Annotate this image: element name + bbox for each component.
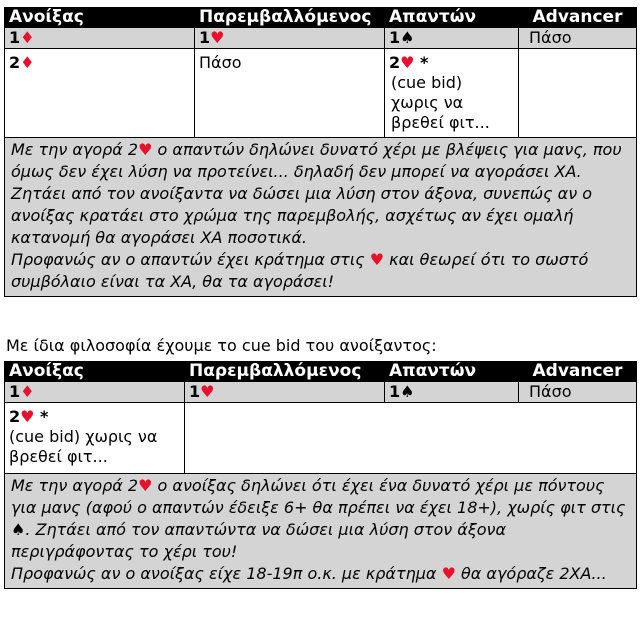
heart-icon: ♥ bbox=[400, 53, 415, 72]
bid-cell: 1♦ bbox=[5, 382, 185, 403]
bid-cell: 1♦ bbox=[5, 28, 195, 49]
bid-cell: Πάσο bbox=[519, 28, 637, 49]
heart-icon: ♥ bbox=[200, 382, 215, 401]
intro-text: Με ίδια φιλοσοφία έχουμε το cue bid του ανοίξαντος: bbox=[6, 336, 437, 355]
bidding-table-1 bbox=[4, 7, 637, 297]
header-opener: Ανοίξας bbox=[5, 8, 195, 28]
diamond-icon: ♦ bbox=[20, 28, 35, 47]
heart-icon: ♥ bbox=[138, 476, 153, 495]
spade-icon: ♠ bbox=[400, 382, 415, 401]
diamond-icon: ♦ bbox=[20, 382, 35, 401]
header-advancer: Advancer bbox=[519, 362, 637, 382]
empty-cell bbox=[185, 403, 637, 474]
heart-icon: ♥ bbox=[369, 250, 385, 269]
bid-cell: 2♥ * (cue bid) χωρις να βρεθεί φιτ... bbox=[5, 403, 185, 474]
table-row bbox=[5, 403, 637, 474]
table-header-row bbox=[5, 8, 637, 28]
bid-cell: 1♥ bbox=[185, 382, 385, 403]
heart-icon: ♥ bbox=[441, 564, 456, 583]
bid-cell: 1♠ bbox=[385, 28, 519, 49]
explanation-note: Με την αγορά 2♥ ο ανοίξας δηλώνει ότι έχει ένα δυνατό χέρι με πόντους για μανς (αφού ο απαντών έδειξε 6+ θα πρέπει να έχει 18+), χωρίς φιτ στις ♠. Ζητάει από τον απαντώντα να δώσει μια λύση στον άξονα περιγράφοντας το χέρι του! Προφανώς αν ο ανοίξας είχε 18-19π ο.κ. με κράτημα ♥ θα αγόραζε 2ΧΑ... bbox=[5, 474, 637, 589]
header-overcaller: Παρεμβαλλόμενος bbox=[195, 8, 385, 28]
header-opener: Ανοίξας bbox=[5, 362, 185, 382]
bidding-table-2 bbox=[4, 361, 637, 589]
table-header-row bbox=[5, 362, 637, 382]
heart-icon: ♥ bbox=[20, 407, 35, 426]
table-row bbox=[5, 382, 637, 403]
bid-cell: Πάσο bbox=[195, 49, 385, 138]
diamond-icon: ♦ bbox=[20, 53, 35, 72]
header-advancer: Advancer bbox=[519, 8, 637, 28]
spade-icon: ♠ bbox=[11, 520, 26, 539]
spade-icon: ♠ bbox=[400, 28, 415, 47]
header-overcaller: Παρεμβαλλόμενος bbox=[185, 362, 385, 382]
explanation-note: Με την αγορά 2♥ ο απαντών δηλώνει δυνατό χέρι με βλέψεις για μανς, που όμως δεν έχει λύση να προτείνει... δηλαδή δεν μπορεί να αγοράσει ΧΑ. Ζητάει από τον ανοίξαντα να δώσει μια λύση στον άξονα, συνεπώς αν ο ανοίξας κρατάει στο χρώμα της παρεμβολής, ασχέτως αν έχει ομαλή κατανομή θα αγοράσει ΧΑ ποσοτικά. Προφανώς αν ο απαντών έχει κράτημα στις ♥ και θεωρεί ότι το σωστό συμβόλαιο είναι τα ΧΑ, θα τα αγοράσει! bbox=[5, 138, 637, 297]
bid-cell: 1♥ bbox=[195, 28, 385, 49]
bid-cell: 1♠ bbox=[385, 382, 519, 403]
bid-cell: 2♥ * (cue bid) χωρις να βρεθεί φιτ... bbox=[385, 49, 519, 138]
bid-cell: 2♦ bbox=[5, 49, 195, 138]
bid-cell: Πάσο bbox=[519, 382, 637, 403]
heart-icon: ♥ bbox=[138, 140, 153, 159]
bid-cell bbox=[519, 49, 637, 138]
heart-icon: ♥ bbox=[210, 28, 225, 47]
table-row bbox=[5, 28, 637, 49]
table-row bbox=[5, 49, 637, 138]
header-responder: Απαντών bbox=[385, 362, 519, 382]
header-responder: Απαντών bbox=[385, 8, 519, 28]
